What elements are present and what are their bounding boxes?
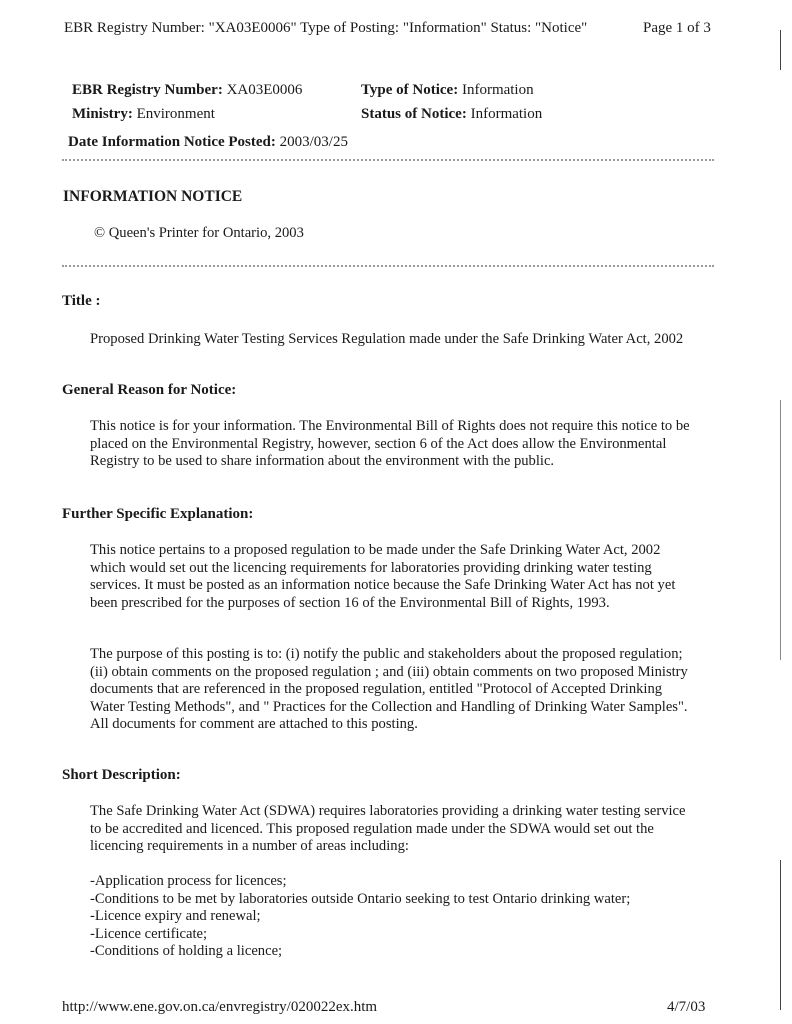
page-url: http://www.ene.gov.on.ca/envregistry/020022ex.htm: [62, 999, 378, 1015]
date-posted-value: 2003/03/25: [275, 134, 348, 150]
list-item: -Conditions to be met by laboratories outside Ontario seeking to test Ontario drinking water;: [90, 890, 631, 907]
short-description-heading: Short Description:: [62, 767, 181, 783]
registry-number: [72, 82, 302, 99]
type-of-notice: [361, 82, 534, 99]
ministry-value: Environment: [132, 106, 215, 122]
type-of-notice-value: Information: [458, 82, 534, 98]
list-item: -Conditions of holding a licence;: [90, 943, 283, 959]
ministry-label: Ministry:: [72, 106, 133, 122]
list-item: -Licence certificate;: [90, 925, 208, 942]
divider-top: [62, 159, 714, 161]
registry-number-value: XA03E0006: [222, 82, 303, 98]
short-description-list: [90, 873, 690, 961]
notice-heading: INFORMATION NOTICE: [63, 188, 243, 205]
explanation-paragraph-2: The purpose of this posting is to: (i) notify the public and stakeholders about the proposed regulation; (ii) obtain comments on the proposed regulation ; and (iii) obtain comments on two proposed Ministry documents that are referenced in the proposed regulation, entitled "Protocol of Accepted Drinking Water Testing Methods", and " Practices for the Collection and Handling of Drinking Water Samples". All documents for comment are attached to this posting.: [90, 646, 688, 732]
page-number: Page 1 of 3: [643, 20, 711, 36]
scan-edge-line: [780, 400, 781, 660]
copyright-notice: © Queen's Printer for Ontario, 2003: [94, 225, 304, 241]
reason-text: This notice is for your information. The Environmental Bill of Rights does not require this notice to be placed on the Environmental Registry, however, section 6 of the Act does allow the Environmental Registry to be used to share information about the environment with the public.: [90, 418, 690, 469]
registry-number-label: EBR Registry Number:: [72, 82, 223, 98]
status-of-notice: [361, 106, 542, 123]
date-posted: [68, 134, 348, 151]
ministry: [72, 106, 215, 123]
print-date: 4/7/03: [667, 999, 706, 1015]
divider-bottom: [62, 265, 714, 267]
scan-edge-line: [780, 860, 781, 1010]
status-of-notice-value: Information: [466, 106, 543, 122]
type-of-notice-label: Type of Notice:: [361, 82, 459, 98]
list-item: -Application process for licences;: [90, 873, 287, 889]
short-description-text: The Safe Drinking Water Act (SDWA) requires laboratories providing a drinking water testing service to be accredited and licenced. This proposed regulation made under the SDWA would set out the licencing requirements in a number of areas including:: [90, 803, 686, 854]
date-posted-label: Date Information Notice Posted:: [68, 134, 276, 150]
explanation-heading: Further Specific Explanation:: [62, 506, 254, 522]
title-text: Proposed Drinking Water Testing Services Regulation made under the Safe Drinking Water Act, 2002: [90, 331, 684, 347]
explanation-paragraph-1: This notice pertains to a proposed regulation to be made under the Safe Drinking Water Act, 2002 which would set out the licencing requirements for laboratories providing drinking water testing services. It must be posted as an information notice because the Safe Drinking Water Act has not yet been prescribed for the purposes of section 16 of the Environmental Bill of Rights, 1993.: [90, 542, 676, 611]
status-of-notice-label: Status of Notice:: [361, 106, 467, 122]
print-header: EBR Registry Number: "XA03E0006" Type of Posting: "Information" Status: "Notice": [64, 20, 588, 36]
list-item: -Licence expiry and renewal;: [90, 908, 261, 924]
reason-heading: General Reason for Notice:: [62, 382, 237, 398]
scan-edge-line: [780, 30, 781, 70]
title-heading: Title :: [62, 293, 101, 309]
